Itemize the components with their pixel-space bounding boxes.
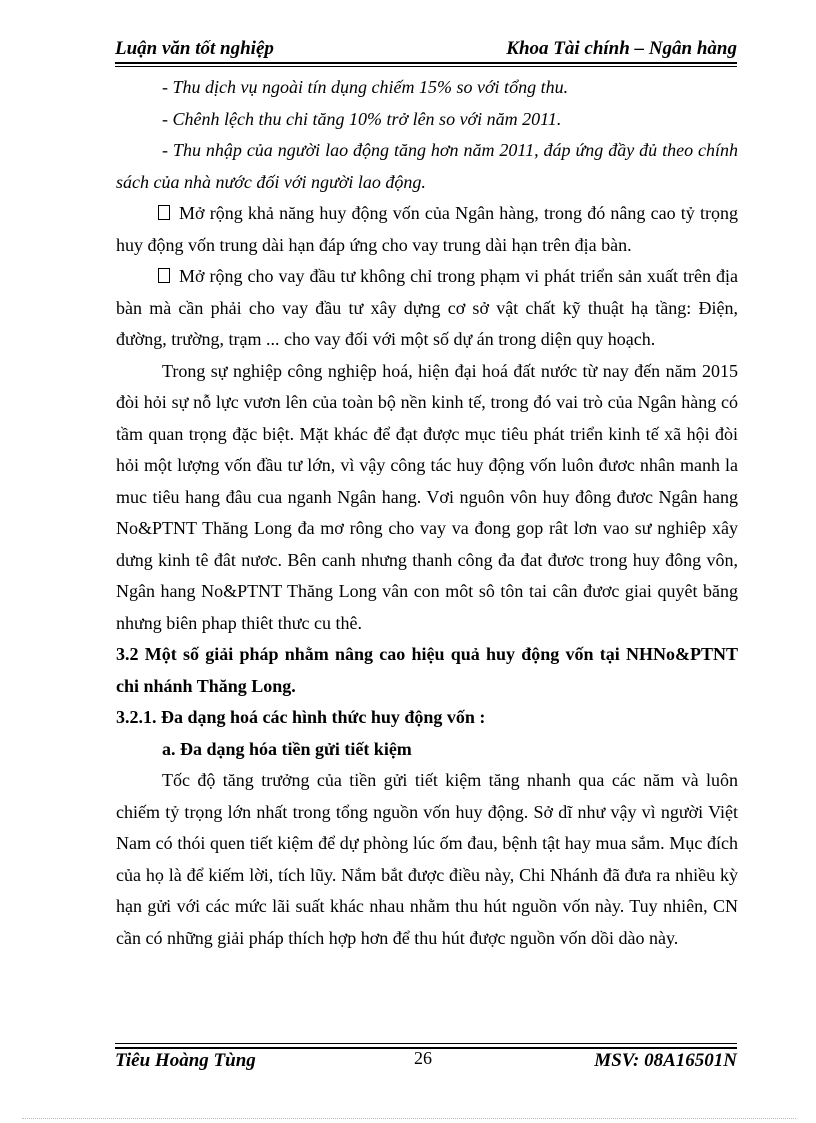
header-rule-thin (115, 66, 737, 67)
footer-student-id: MSV: 08A16501N (594, 1050, 737, 1071)
target-employee-income: - Thu nhập của người lao động tăng hơn năm 2011, đáp ứng đầy đủ theo chính sách của nhà nước đối với người lao động. (116, 140, 738, 192)
footer-author: Tiêu Hoàng Tùng (115, 1050, 256, 1071)
bullet-text-capital: Mở rộng khả năng huy động vốn của Ngân hàng, trong đó nâng cao tỷ trọng huy động vốn trung dài hạn đáp ứng cho vay trung dài hạn trên địa bàn. (116, 203, 738, 255)
footer-rule-thin (115, 1043, 737, 1044)
subsection-heading-3-2-1: 3.2.1. Đa dạng hoá các hình thức huy động vốn : (116, 707, 486, 727)
body-paragraph-savings: Tốc độ tăng trưởng của tiền gửi tiết kiệm tăng nhanh qua các năm và luôn chiếm tỷ trọng lớn nhất trong tổng nguồn vốn huy động. Sở dĩ như vậy vì người Việt Nam có thói quen tiết kiệm để dự phòng lúc ốm đau, bệnh tật hay mua sắm. Mục đích của họ là để kiếm lời, tích lũy. Nắm bắt được điều này, Chi Nhánh đã đưa ra nhiều kỳ hạn gửi với các mức lãi suất khác nhau nhằm thu hút nguồn vốn này. Tuy nhiên, CN cần có những giải pháp thích hợp hơn để thu hút được nguồn vốn dồi dào này. (116, 770, 738, 948)
page-number: 26 (414, 1048, 432, 1068)
page-body (116, 72, 738, 954)
page-footer (115, 1050, 737, 1074)
checkbox-bullet-icon (158, 268, 170, 283)
section-heading-3-2: 3.2 Một số giải pháp nhằm nâng cao hiệu quả huy động vốn tại NHNo&PTNT chi nhánh Thăng Long. (116, 644, 738, 696)
bullet-paragraph-lending (116, 261, 738, 356)
body-paragraph-industrialization: Trong sự nghiệp công nghiệp hoá, hiện đại hoá đất nước từ nay đến năm 2015 đòi hỏi sự nỗ lực vươn lên của toàn bộ nền kinh tế, trong đó vai trò của Ngân hàng có tầm quan trọng đặc biệt. Mặt khác để đạt được mục tiêu phát triển kinh tế xã hội đòi hỏi một lượng vốn đầu tư lớn, vì vậy công tác huy động vốn luôn đươc nhân manh la muc tiêu hang đâu cua nganh Ngân hang. Vơi nguôn vôn huy đông đươc Ngân hang No&PTNT Thăng Long đa mơ rông cho vay va đong gop rât lơn vao sư nghiêp xây dưng kinh tê đât nươc. Bên canh nhưng thanh công đa đat đươc trong huy đông vôn, Ngân hang No&PTNT Thăng Long vân con môt sô tôn tai cân đươc giai quyêt băng nhưng biên phap thiêt thưc cu thê. (116, 360, 738, 633)
header-rule-thick (115, 62, 737, 64)
checkbox-bullet-icon (158, 205, 170, 220)
bullet-text-lending: Mở rộng cho vay đầu tư không chỉ trong phạm vi phát triển sản xuất trên địa bàn mà cần phải cho vay đầu tư xây dựng cơ sở vật chất kỹ thuật hạ tầng: Điện, đường, trường, trạm ... cho vay đối với một số dự án trong diện quy hoạch. (116, 266, 738, 349)
page-header (115, 38, 737, 62)
header-faculty: Khoa Tài chính – Ngân hàng (506, 38, 737, 59)
header-thesis-title: Luận văn tốt nghiệp (115, 38, 274, 59)
page-edge-divider (22, 1118, 796, 1119)
target-income-expense: - Chênh lệch thu chi tăng 10% trở lên so với năm 2011. (162, 108, 562, 129)
bullet-paragraph-capital (116, 198, 738, 261)
item-heading-a: a. Đa dạng hóa tiền gửi tiết kiệm (162, 738, 412, 759)
target-service-revenue: - Thu dịch vụ ngoài tín dụng chiếm 15% so với tổng thu. (162, 77, 569, 97)
